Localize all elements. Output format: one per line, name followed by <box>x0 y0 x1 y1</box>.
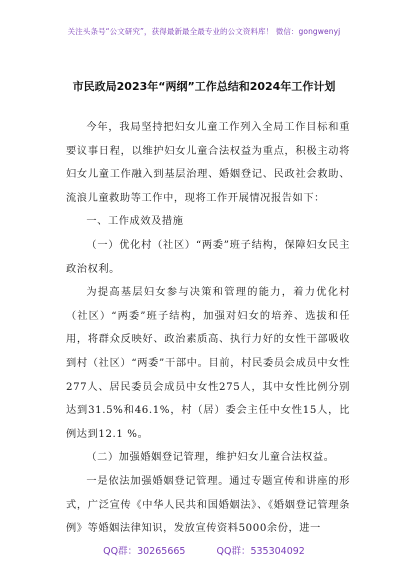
document-title: 市民政局2023年“两纲”工作总结和2024年工作计划 <box>72 80 336 93</box>
subsection-heading-1: （一）优化村（社区）“两委”班子结构，保障妇女民主政治权利。 <box>66 239 350 275</box>
section-heading-1: 一、工作成效及措施 <box>86 216 184 228</box>
subsection-heading-2: （二）加强婚姻登记管理，维护妇女儿童合法权益。 <box>86 452 335 464</box>
intro-paragraph: 今年，我局坚持把妇女儿童工作列入全局工作目标和重要议事日程，以维护妇女儿童合法权益为重点，积极主动将妇女儿童工作融入到基层治理、婚姻登记、民政社会救助、流浪儿童救助等工作中，现将工作开展情况报告如下： <box>66 122 350 204</box>
footer-contact <box>0 543 408 557</box>
document-body <box>66 116 350 541</box>
footer-qq-group-2: QQ群：535304092 <box>216 546 305 557</box>
footer-qq-group-1: QQ群：30265665 <box>103 546 186 557</box>
body-paragraph-2: 一是依法加强婚姻登记管理。通过专题宣传和讲座的形式，广泛宣传《中华人民共和国婚姻法》、《婚姻登记管理条例》等婚姻法律知识，发放宣传资料5000余份，进一 <box>66 475 350 535</box>
body-paragraph-1: 为提高基层妇女参与决策和管理的能力，着力优化村（社区）“两委”班子结构，加强对妇女的培养、选拔和任用，将群众反映好、政治素质高、执行力好的女性干部吸收到村（社区）“两委”干部中。目前，村民委员会成员中女性277人、居民委员会成员中女性275人，其中女性比例分别达到31.5%和46.1%，村（居）委会主任中女性15人，比例达到12.1 %。 <box>66 287 350 440</box>
header-promo-note: 关注头条号“公文研究”，获得最新最全最专业的公文资料库！ 微信：gongwenyj <box>67 27 341 36</box>
